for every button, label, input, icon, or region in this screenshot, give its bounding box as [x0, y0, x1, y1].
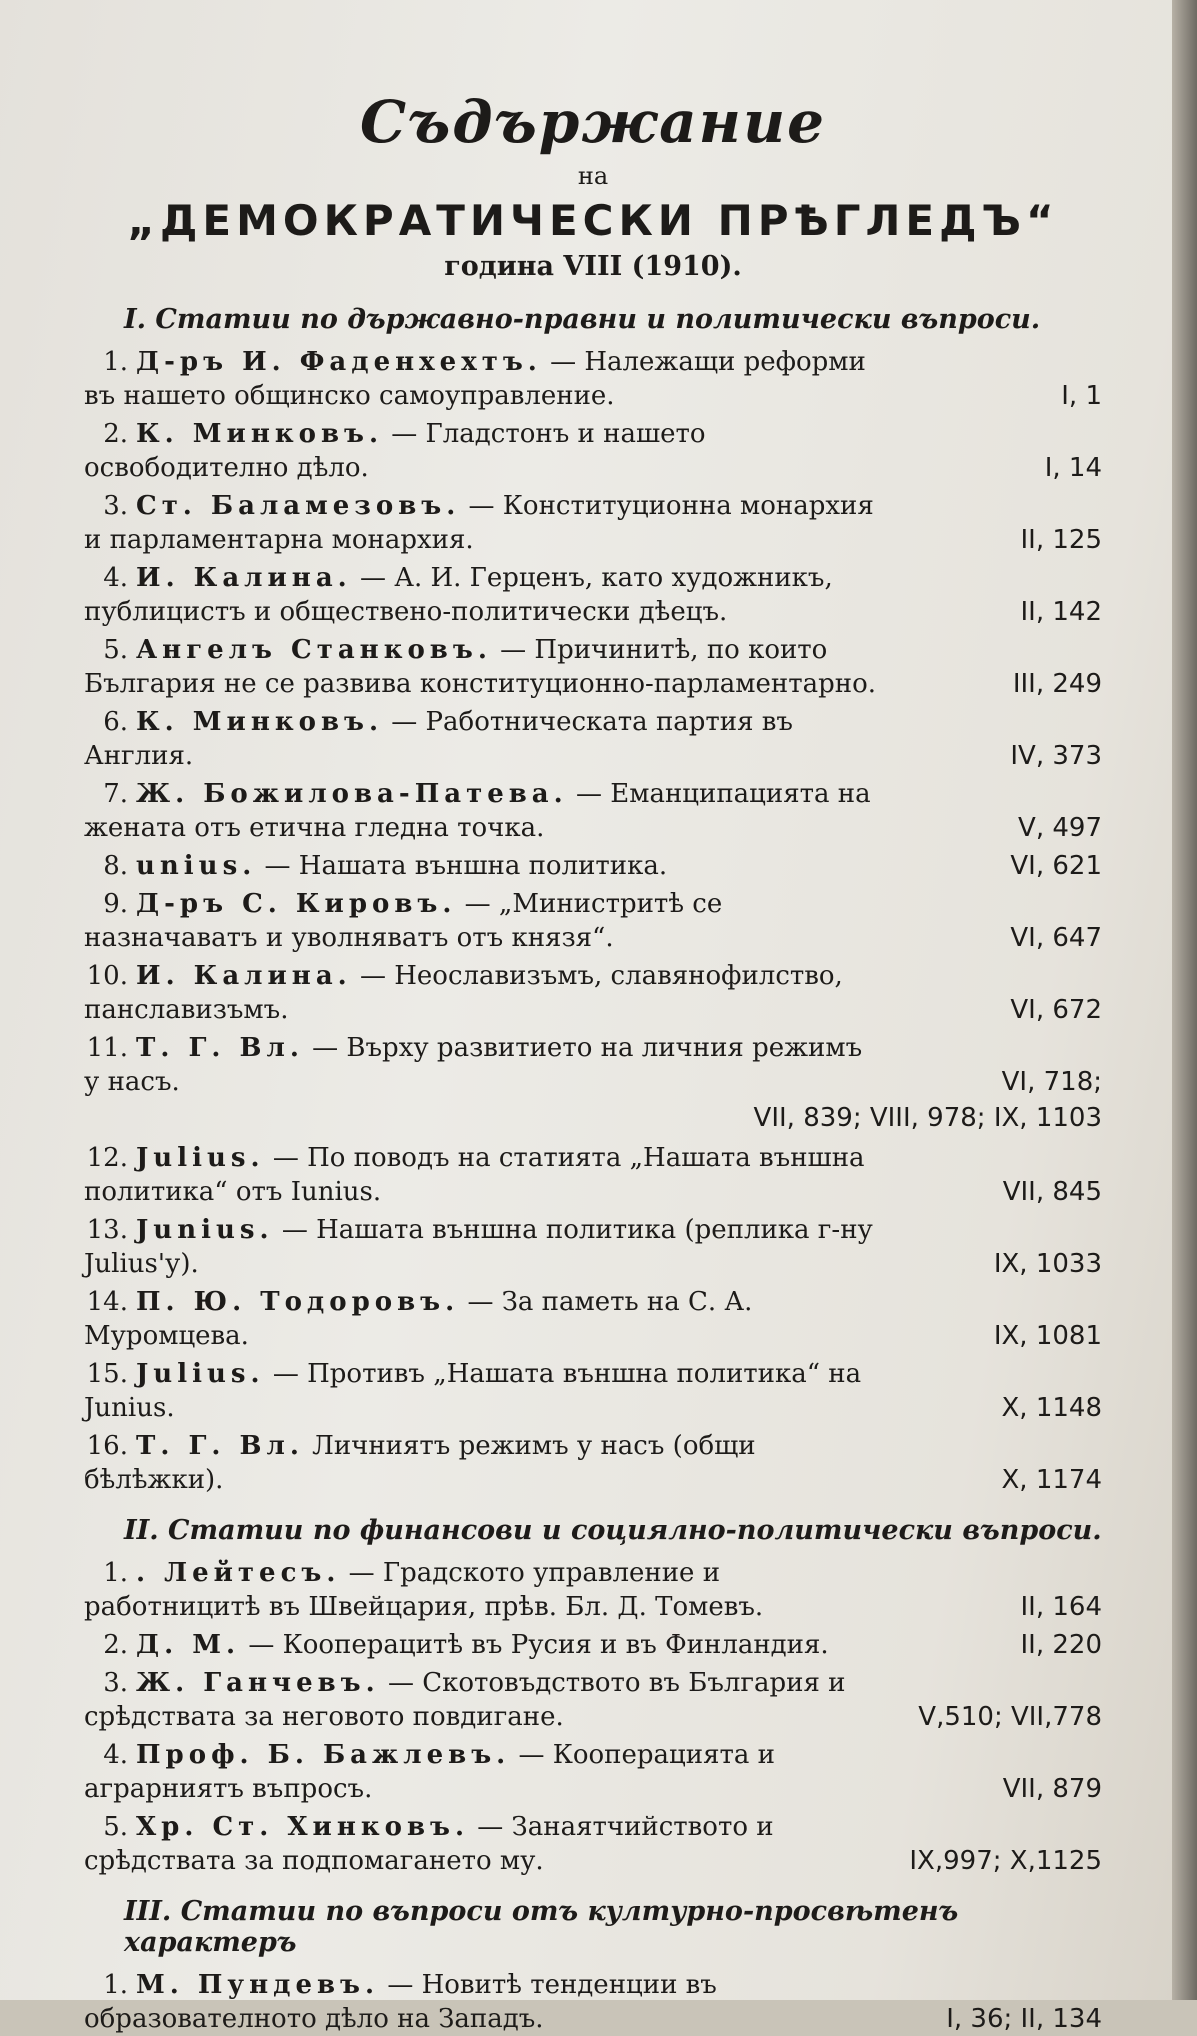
toc-entry: [84, 1666, 1102, 1734]
entry-page-ref: X, 1148: [1001, 1393, 1102, 1423]
entry-title: — „Министритѣ се назначаватъ и уволняватъ отъ князя“.: [84, 889, 723, 953]
toc-entry: [84, 1556, 1102, 1624]
entry-author: Ж. Ганчевъ.: [136, 1668, 380, 1698]
entry-title: — За паметь на С. А. Муромцева.: [84, 1287, 753, 1351]
entry-number: 4.: [103, 1740, 128, 1770]
entry-text-block: [84, 1666, 902, 1734]
entry-title: — Новитѣ тенденции въ образователното дѣло на Западъ.: [84, 1970, 717, 2034]
entry-number: 9.: [103, 889, 128, 919]
entry-page-ref: VI, 672: [1010, 995, 1102, 1025]
entry-text-block: [84, 1031, 902, 1099]
table-of-contents: [84, 304, 1102, 2036]
entry-page-ref: VII, 845: [1002, 1177, 1102, 1207]
entry-page-ref: V, 497: [1018, 813, 1102, 843]
entry-title: — Занаятчийството и срѣдствата за подпомагането му.: [84, 1812, 774, 1876]
entry-number: 1.: [103, 1558, 128, 1588]
entry-author: К. Минковъ.: [136, 419, 384, 449]
entry-text-block: [84, 887, 902, 955]
entry-number: 13.: [86, 1215, 128, 1245]
entry-number: 1.: [103, 1970, 128, 2000]
entry-page-ref-continued: VII, 839; VIII, 978; IX, 1103: [753, 1103, 1102, 1133]
entry-author: Ст. Баламезовъ.: [136, 491, 461, 521]
entry-author: Julius.: [136, 1359, 265, 1389]
entry-page-ref: X, 1174: [1001, 1465, 1102, 1495]
entry-page-ref: VII, 879: [1002, 1774, 1102, 1804]
toc-entry: [84, 959, 1102, 1027]
section-heading: III. Статии по въпроси отъ културно-просвѣтенъ характеръ: [124, 1896, 959, 1958]
entry-number: 3.: [103, 491, 128, 521]
entry-author: Хр. Ст. Хинковъ.: [136, 1812, 470, 1842]
subtitle-na: на: [577, 162, 609, 190]
entry-text-block: [84, 345, 902, 413]
entry-title: — Върху развитието на личния режимъ у насъ.: [84, 1033, 863, 1097]
entry-text-block: [84, 1213, 902, 1281]
entry-number: 5.: [103, 635, 128, 665]
entry-text-block: [84, 1556, 902, 1624]
section-heading: I. Статии по държавно-правни и политически въпроси.: [124, 304, 1041, 335]
page-title: Съдържание: [359, 88, 827, 156]
entry-number: 2.: [103, 1630, 128, 1660]
entry-page-ref: VI, 718;: [1001, 1067, 1102, 1097]
entry-author: И. Калина.: [136, 961, 352, 991]
entry-text-block: [84, 561, 902, 629]
entry-title: — Скотовъдството въ България и срѣдствата за неговото повдигане.: [84, 1668, 846, 1732]
toc-entry: [84, 1141, 1102, 1209]
toc-entry: [84, 1738, 1102, 1806]
entry-text-block: [84, 959, 902, 1027]
section-heading: II. Статии по финансови и социялно-политически въпроси.: [124, 1515, 1102, 1546]
entry-title: — А. И. Герценъ, като художникъ, публицистъ и обществено-политически дѣецъ.: [84, 563, 833, 627]
entry-text-block: [84, 777, 902, 845]
entry-number: 6.: [103, 707, 128, 737]
entry-author: Julius.: [136, 1143, 265, 1173]
entry-page-ref: I, 14: [1044, 453, 1102, 483]
entry-page-ref: VI, 621: [1010, 851, 1102, 881]
entry-number: 16.: [86, 1431, 128, 1461]
entry-author: Проф. Б. Бажлевъ.: [136, 1740, 511, 1770]
entry-author: Т. Г. Вл.: [136, 1431, 304, 1461]
entry-title: — Нашата външна политика (реплика г-ну Julius'у).: [84, 1215, 873, 1279]
entry-author: Junius.: [136, 1215, 274, 1245]
entry-title: — Противъ „Нашата външна политика“ на Junius.: [84, 1359, 862, 1423]
entry-author: Д-ръ С. Кировъ.: [136, 889, 457, 919]
entry-text-block: [84, 1738, 902, 1806]
toc-entry: [84, 489, 1102, 557]
toc-entry: [84, 1031, 1102, 1099]
entry-page-ref: IV, 373: [1010, 741, 1102, 771]
entry-text-block: [84, 489, 902, 557]
entry-number: 11.: [86, 1033, 128, 1063]
toc-entry: [84, 705, 1102, 773]
entry-title: — Еманципацията на жената отъ етична гледна точка.: [84, 779, 871, 843]
entry-text-block: [84, 1429, 902, 1497]
toc-entry: [84, 849, 1102, 883]
toc-entry: [84, 345, 1102, 413]
toc-entry: [84, 1357, 1102, 1425]
entry-number: 10.: [86, 961, 128, 991]
entry-page-ref: I, 1: [1061, 381, 1102, 411]
entry-title: — По поводъ на статията „Нашата външна политика“ отъ Iunius.: [84, 1143, 865, 1207]
entry-text-block: [84, 417, 902, 485]
entry-number: 1.: [103, 347, 128, 377]
entry-author: Ж. Божилова-Патева.: [136, 779, 568, 809]
entry-title: — Работническата партия въ Англия.: [84, 707, 793, 771]
entry-text-block: [84, 1628, 902, 1662]
entry-number: 2.: [103, 419, 128, 449]
entry-text-block: [84, 1968, 902, 2036]
entry-page-ref: II, 125: [1020, 525, 1102, 555]
entry-author: Т. Г. Вл.: [136, 1033, 304, 1063]
toc-entry: [84, 1213, 1102, 1281]
entry-page-ref: V,510; VII,778: [918, 1702, 1102, 1732]
entry-author: И. Калина.: [136, 563, 352, 593]
entry-title: — Конституционна монархия и парламентарна монархия.: [84, 491, 874, 555]
entry-page-ref: II, 142: [1020, 597, 1102, 627]
entry-page-ref: I, 36; II, 134: [946, 2004, 1102, 2034]
entry-text-block: [84, 1357, 902, 1425]
toc-entry: [84, 1429, 1102, 1497]
entry-number: 4.: [103, 563, 128, 593]
entry-title: — Кооперацитѣ въ Русия и въ Финландия.: [248, 1630, 829, 1660]
entry-page-ref: II, 220: [1020, 1630, 1102, 1660]
entry-author: . Лейтесъ.: [136, 1558, 341, 1588]
entry-author: П. Ю. Тодоровъ.: [136, 1287, 460, 1317]
entry-page-ref: IX, 1081: [993, 1321, 1102, 1351]
entry-title: — Неославизъмъ, славянофилство, панславизъмъ.: [84, 961, 843, 1025]
toc-entry: [84, 777, 1102, 845]
entry-title: Личниятъ режимъ у насъ (общи бѣлѣжки).: [84, 1431, 756, 1495]
entry-author: Д-ръ И. Фаденхехтъ.: [136, 347, 542, 377]
entry-title: — Гладстонъ и нашето освободително дѣло.: [84, 419, 706, 483]
book-edge: [1172, 0, 1197, 2000]
entry-page-ref: VI, 647: [1010, 923, 1102, 953]
entry-text-block: [84, 1141, 902, 1209]
toc-entry: [84, 561, 1102, 629]
journal-title: „ДЕМОКРАТИЧЕСКИ ПРѢГЛЕДЪ“: [127, 196, 1059, 245]
entry-page-ref: IX,997; X,1125: [909, 1846, 1102, 1876]
entry-number: 15.: [86, 1359, 128, 1389]
entry-title: — Причинитѣ, по които България не се развива конституционно-парламентарно.: [84, 635, 877, 699]
entry-author: М. Пундевъ.: [136, 1970, 380, 2000]
entry-number: 3.: [103, 1668, 128, 1698]
toc-entry: [84, 1285, 1102, 1353]
entry-title: — Кооперацията и аграрниятъ въпросъ.: [84, 1740, 775, 1804]
entry-text-block: [84, 705, 902, 773]
toc-entry: [84, 887, 1102, 955]
entry-text-block: [84, 633, 902, 701]
entry-title: — Градското управление и работницитѣ въ Швейцария, прѣв. Бл. Д. Томевъ.: [84, 1558, 764, 1622]
toc-entry: [84, 1810, 1102, 1878]
entry-author: К. Минковъ.: [136, 707, 384, 737]
entry-text-block: [84, 849, 902, 883]
entry-page-ref: IX, 1033: [993, 1249, 1102, 1279]
entry-text-block: [84, 1285, 902, 1353]
toc-entry: [84, 1628, 1102, 1662]
entry-page-ref: III, 249: [1012, 669, 1102, 699]
entry-number: 12.: [86, 1143, 128, 1173]
toc-entry: [84, 417, 1102, 485]
entry-title: — Нашата външна политика.: [264, 851, 668, 881]
entry-number: 5.: [103, 1812, 128, 1842]
journal-year: година VIII (1910).: [444, 251, 742, 282]
entry-text-block: [84, 1810, 902, 1878]
entry-number: 14.: [86, 1287, 128, 1317]
toc-entry: [84, 1968, 1102, 2036]
entry-author: unius.: [136, 851, 257, 881]
entry-author: Д. М.: [136, 1630, 241, 1660]
entry-page-ref: II, 164: [1020, 1592, 1102, 1622]
entry-number: 7.: [103, 779, 128, 809]
entry-author: Ангелъ Станковъ.: [136, 635, 492, 665]
toc-entry: [84, 633, 1102, 701]
entry-number: 8.: [103, 851, 128, 881]
entry-title: — Належащи реформи въ нашето общинско самоуправление.: [84, 347, 866, 411]
